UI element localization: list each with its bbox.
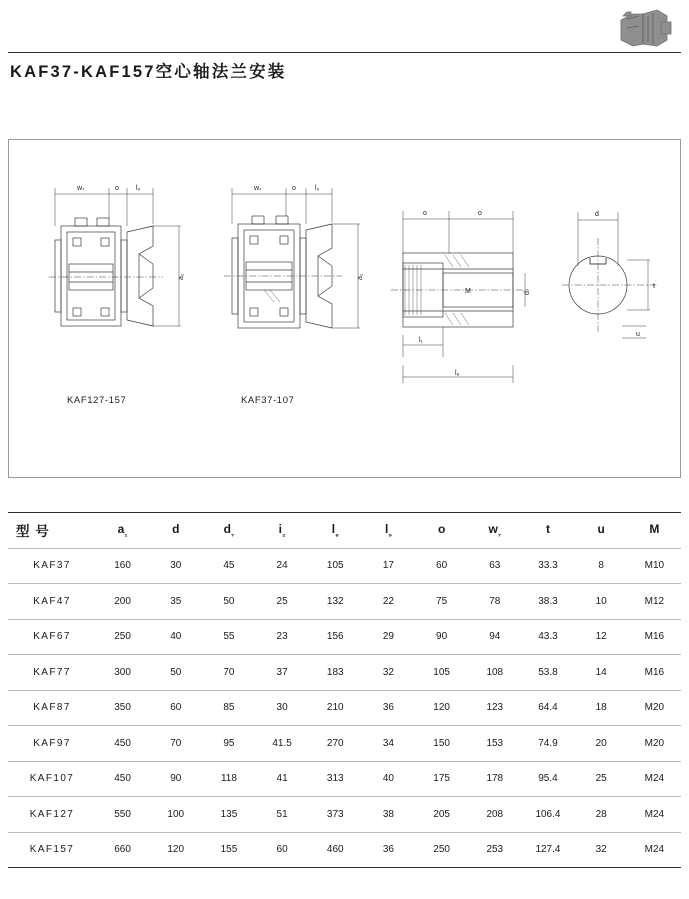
cell-value: 250 xyxy=(96,619,149,655)
svg-text:l₁: l₁ xyxy=(419,337,423,344)
cell-model: KAF37 xyxy=(8,548,96,584)
cell-value: 63 xyxy=(468,548,521,584)
column-header-d7 xyxy=(202,513,255,549)
cell-value: 36 xyxy=(362,690,415,726)
cell-value: 30 xyxy=(149,548,202,584)
cell-value: M16 xyxy=(628,619,681,655)
cell-value: 106.4 xyxy=(521,797,574,833)
svg-text:w₇: w₇ xyxy=(254,185,262,192)
column-header-w7 xyxy=(468,513,521,549)
table-row xyxy=(8,832,681,868)
table-header-row xyxy=(8,513,681,549)
header-a1-label: a xyxy=(117,522,125,537)
header-l8-label: l xyxy=(331,522,336,537)
table-row xyxy=(8,619,681,655)
specification-table xyxy=(8,512,681,868)
cell-value: 150 xyxy=(415,726,468,762)
cell-value: 450 xyxy=(96,761,149,797)
cell-value: 51 xyxy=(256,797,309,833)
figure-kaf127-157 xyxy=(29,168,199,398)
header-m-label: M xyxy=(649,522,660,537)
header-d7-label: d xyxy=(223,522,231,537)
cell-value: 270 xyxy=(309,726,362,762)
header-d-label: d xyxy=(172,522,180,537)
svg-text:a₁: a₁ xyxy=(357,273,364,280)
table-row xyxy=(8,690,681,726)
cell-value: 41.5 xyxy=(256,726,309,762)
cell-value: 28 xyxy=(575,797,628,833)
cell-value: 23 xyxy=(256,619,309,655)
column-header-i2 xyxy=(256,513,309,549)
cell-value: 74.9 xyxy=(521,726,574,762)
cell-value: 36 xyxy=(362,832,415,868)
drawing-panel xyxy=(8,139,681,478)
column-header-l8 xyxy=(309,513,362,549)
header-i2-sub: ₂ xyxy=(281,529,286,539)
header-o-label: o xyxy=(437,522,446,537)
cell-value: 300 xyxy=(96,655,149,691)
cell-model: KAF67 xyxy=(8,619,96,655)
cell-model: KAF87 xyxy=(8,690,96,726)
cell-value: 14 xyxy=(575,655,628,691)
cell-value: 70 xyxy=(149,726,202,762)
gearbox-icon xyxy=(617,6,673,52)
table-body xyxy=(8,548,681,868)
svg-text:l₀: l₀ xyxy=(315,185,320,192)
svg-text:l₀: l₀ xyxy=(136,185,141,192)
svg-text:t: t xyxy=(653,283,655,290)
cell-value: M12 xyxy=(628,584,681,620)
cell-value: 118 xyxy=(202,761,255,797)
cell-value: 153 xyxy=(468,726,521,762)
column-header-a1 xyxy=(96,513,149,549)
column-header-o xyxy=(415,513,468,549)
header-l8-sub: ₈ xyxy=(335,529,339,539)
table-row xyxy=(8,797,681,833)
table-row xyxy=(8,655,681,691)
cell-value: 22 xyxy=(362,584,415,620)
column-header-d xyxy=(149,513,202,549)
cell-value: 32 xyxy=(362,655,415,691)
cell-value: 85 xyxy=(202,690,255,726)
column-header-u xyxy=(575,513,628,549)
cell-value: 33.3 xyxy=(521,548,574,584)
cell-value: 105 xyxy=(309,548,362,584)
cell-value: 200 xyxy=(96,584,149,620)
svg-text:w₇: w₇ xyxy=(77,185,85,192)
cell-value: 450 xyxy=(96,726,149,762)
cell-value: 550 xyxy=(96,797,149,833)
cell-value: 25 xyxy=(575,761,628,797)
cell-value: 25 xyxy=(256,584,309,620)
cell-value: M24 xyxy=(628,832,681,868)
cell-value: 29 xyxy=(362,619,415,655)
cell-value: M24 xyxy=(628,761,681,797)
cell-value: 178 xyxy=(468,761,521,797)
header-u-label: u xyxy=(597,522,605,537)
cell-value: 12 xyxy=(575,619,628,655)
cell-model: KAF107 xyxy=(8,761,96,797)
table-row xyxy=(8,761,681,797)
column-header-m xyxy=(628,513,681,549)
cell-value: 50 xyxy=(149,655,202,691)
cell-value: 373 xyxy=(309,797,362,833)
cell-value: 78 xyxy=(468,584,521,620)
svg-text:d: d xyxy=(595,211,599,218)
cell-value: 17 xyxy=(362,548,415,584)
cell-value: 10 xyxy=(575,584,628,620)
page-title: KAF37-KAF157空心轴法兰安装 xyxy=(10,63,287,81)
cell-value: M24 xyxy=(628,797,681,833)
cell-value: 60 xyxy=(149,690,202,726)
cell-value: 183 xyxy=(309,655,362,691)
figure-shaft-section xyxy=(379,185,539,410)
cell-value: 127.4 xyxy=(521,832,574,868)
cell-value: 123 xyxy=(468,690,521,726)
cell-value: 250 xyxy=(415,832,468,868)
cell-value: 34 xyxy=(362,726,415,762)
cell-model: KAF47 xyxy=(8,584,96,620)
cell-value: 37 xyxy=(256,655,309,691)
cell-value: 94 xyxy=(468,619,521,655)
cell-value: 175 xyxy=(415,761,468,797)
header-d7-sub: ₇ xyxy=(231,529,235,539)
svg-text:o: o xyxy=(292,185,296,192)
cell-value: M16 xyxy=(628,655,681,691)
table-row xyxy=(8,548,681,584)
cell-value: 64.4 xyxy=(521,690,574,726)
cell-value: 253 xyxy=(468,832,521,868)
svg-text:a₁: a₁ xyxy=(178,273,185,280)
column-header-t xyxy=(521,513,574,549)
cell-value: M10 xyxy=(628,548,681,584)
cell-value: 40 xyxy=(362,761,415,797)
cell-value: 135 xyxy=(202,797,255,833)
svg-text:u: u xyxy=(636,331,640,338)
cell-value: 108 xyxy=(468,655,521,691)
header-w7-sub: ₇ xyxy=(497,529,502,539)
cell-value: 160 xyxy=(96,548,149,584)
svg-text:o: o xyxy=(478,210,482,217)
cell-value: 208 xyxy=(468,797,521,833)
cell-value: 50 xyxy=(202,584,255,620)
header-t-label: t xyxy=(545,522,550,537)
cell-value: 210 xyxy=(309,690,362,726)
svg-text:o: o xyxy=(423,210,427,217)
cell-value: 8 xyxy=(575,548,628,584)
cell-value: 55 xyxy=(202,619,255,655)
cell-value: 40 xyxy=(149,619,202,655)
cell-value: 95.4 xyxy=(521,761,574,797)
column-header-l9 xyxy=(362,513,415,549)
cell-value: 95 xyxy=(202,726,255,762)
cell-value: M20 xyxy=(628,726,681,762)
table-row xyxy=(8,726,681,762)
svg-text:M: M xyxy=(465,288,471,295)
cell-value: 38.3 xyxy=(521,584,574,620)
cell-value: 35 xyxy=(149,584,202,620)
cell-model: KAF127 xyxy=(8,797,96,833)
svg-text:l₈: l₈ xyxy=(455,370,460,377)
figure-kaf37-107 xyxy=(204,168,379,398)
cell-value: 205 xyxy=(415,797,468,833)
header-w7-label: w xyxy=(488,522,498,537)
cell-value: 156 xyxy=(309,619,362,655)
cell-value: 18 xyxy=(575,690,628,726)
cell-value: 120 xyxy=(415,690,468,726)
figure-end-view xyxy=(554,190,674,405)
title-divider xyxy=(8,52,681,53)
cell-value: 60 xyxy=(256,832,309,868)
column-header-model: 型 号 xyxy=(8,513,96,549)
header-l9-sub: ₉ xyxy=(388,529,392,539)
cell-value: M20 xyxy=(628,690,681,726)
table-row xyxy=(8,584,681,620)
header-i2-label: i xyxy=(278,522,282,537)
cell-value: 100 xyxy=(149,797,202,833)
svg-text:d₇: d₇ xyxy=(524,288,531,295)
cell-value: 105 xyxy=(415,655,468,691)
cell-value: 90 xyxy=(415,619,468,655)
cell-value: 350 xyxy=(96,690,149,726)
cell-value: 70 xyxy=(202,655,255,691)
cell-value: 120 xyxy=(149,832,202,868)
cell-value: 155 xyxy=(202,832,255,868)
cell-value: 75 xyxy=(415,584,468,620)
figure-caption-1: KAF127-157 xyxy=(67,395,127,406)
cell-value: 53.8 xyxy=(521,655,574,691)
cell-value: 313 xyxy=(309,761,362,797)
cell-value: 20 xyxy=(575,726,628,762)
page-header xyxy=(0,0,689,86)
cell-value: 660 xyxy=(96,832,149,868)
cell-value: 132 xyxy=(309,584,362,620)
cell-value: 43.3 xyxy=(521,619,574,655)
cell-value: 60 xyxy=(415,548,468,584)
cell-value: 30 xyxy=(256,690,309,726)
cell-value: 38 xyxy=(362,797,415,833)
cell-model: KAF77 xyxy=(8,655,96,691)
svg-text:o: o xyxy=(115,185,119,192)
cell-model: KAF157 xyxy=(8,832,96,868)
cell-value: 24 xyxy=(256,548,309,584)
cell-value: 90 xyxy=(149,761,202,797)
cell-model: KAF97 xyxy=(8,726,96,762)
header-l9-label: l xyxy=(384,522,389,537)
header-a1-sub: ₁ xyxy=(124,529,128,539)
cell-value: 45 xyxy=(202,548,255,584)
cell-value: 41 xyxy=(256,761,309,797)
figure-caption-2: KAF37-107 xyxy=(241,395,295,406)
cell-value: 460 xyxy=(309,832,362,868)
cell-value: 32 xyxy=(575,832,628,868)
